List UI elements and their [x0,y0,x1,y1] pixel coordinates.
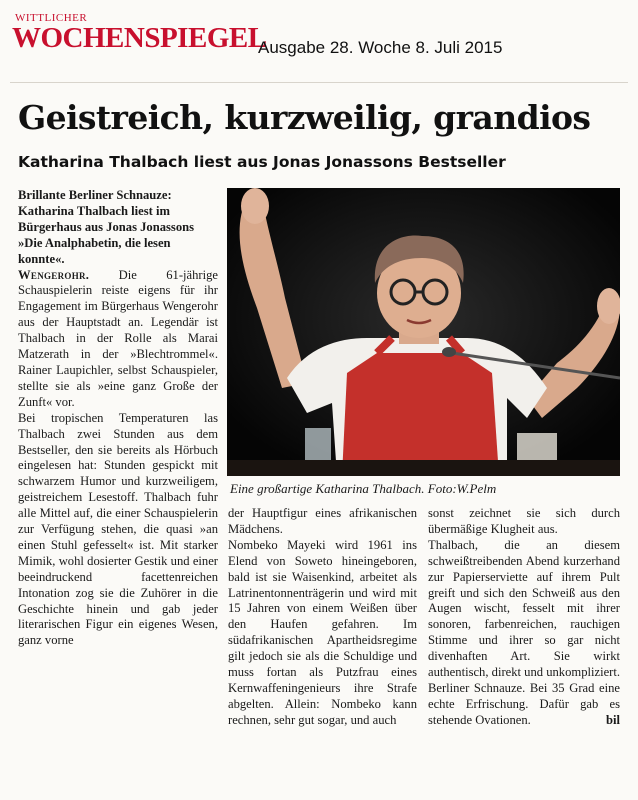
article-lead: Brillante Berliner Schnauze: Katharina Thalbach liest im Bürgerhaus aus Jonas Jonassons »Die Analphabetin, die lesen konnte«. [18,188,195,266]
column-1 [18,188,218,788]
column-2 [228,506,417,788]
masthead-small: WITTLICHER [15,12,88,24]
paragraph-1-text: Die 61-jährige Schauspielerin reiste eigens für ihr Engagement im Bürgerhaus Wengerohr aus der Hauptstadt an. Legendär ist Thalbach in der Rolle als Marai Matzerath in der »Blechtrommel«. Rainer Laupichler, selbst Schauspieler, stellte sie als »eine ganz Große der Zunft« vor. [18,267,218,409]
paragraph-3: der Hauptfigur eines afrikanischen Mädchens. [228,506,417,536]
subheadline: Katharina Thalbach liest aus Jonas Jonassons Bestseller [18,153,506,171]
masthead [12,10,267,68]
masthead-logo: WOCHENSPIEGEL [12,22,267,54]
headline: Geistreich, kurzweilig, grandios [18,98,591,137]
dateline: Wengerohr. [18,267,90,282]
issue-label: Ausgabe 28. Woche 8. Juli 2015 [258,38,503,57]
paragraph-6 [428,538,620,729]
paragraph-1 [18,268,218,411]
article-photo [227,188,620,476]
reader-illustration [227,188,620,476]
paragraph-4: Nombeko Mayeki wird 1961 ins Elend von Soweto hineingeboren, bald ist sie Waisenkind, arbeitet als Latrinentonnenträgerin und wird mit 15 Jahren von einem Weißen über den Haufen gefahren. Im südafrikanischen Apartheidsregime gilt jedoch sie als die Schuldige und muss fortan als Putzfrau eines Kernwaffeningenieurs ihre Strafe abgelten. Allein: Nombeko kann rechnen, sehr gut sogar, und auch [228,537,417,727]
author-signoff: bil [605,712,620,727]
photo-caption: Eine großartige Katharina Thalbach. Foto:W.Pelm [230,481,497,496]
paragraph-5: sonst zeichnet sie sich durch übermäßige Klugheit aus. [428,506,620,536]
divider [10,82,628,83]
paragraph-6-text: Thalbach, die an diesem schweißtreibenden Abend kurzerhand zur Papierserviette auf ihrem Pult greift und sich den Schweiß aus den Augen wischt, fesselt mit ihrer sonoren, farbenreichen, rauchigen Stimme und ihrer so gar nicht divenhaften Art. Sie wirkt authentisch, direkt und unkompliziert. Berliner Schnauze. Bei 35 Grad eine echte Erfrischung. Dafür gab es stehende Ovationen. [428,537,621,727]
paragraph-2: Bei tropischen Temperaturen las Thalbach zwei Stunden aus dem Bestseller, den sie bereits als Hörbuch eingelesen hat: Stunden gespickt mit schwarzem Humor und kurzweiligem, geistreichem Lesestoff. Thalbach fuhr alle Mittel auf, die einer Schauspielerin zur Verfügung stehen, die quasi »an einen Stuhl gefesselt« ist. Mit starker Mimik, wohl dosierter Gestik und einer beeindruckend facettenreichen Intonation zog sie die Zuhörer in die Geschichte hinein und gab jeder literarischen Figur ein eigenes Wesen, ganz vorne [18,410,218,648]
column-3 [428,506,620,788]
